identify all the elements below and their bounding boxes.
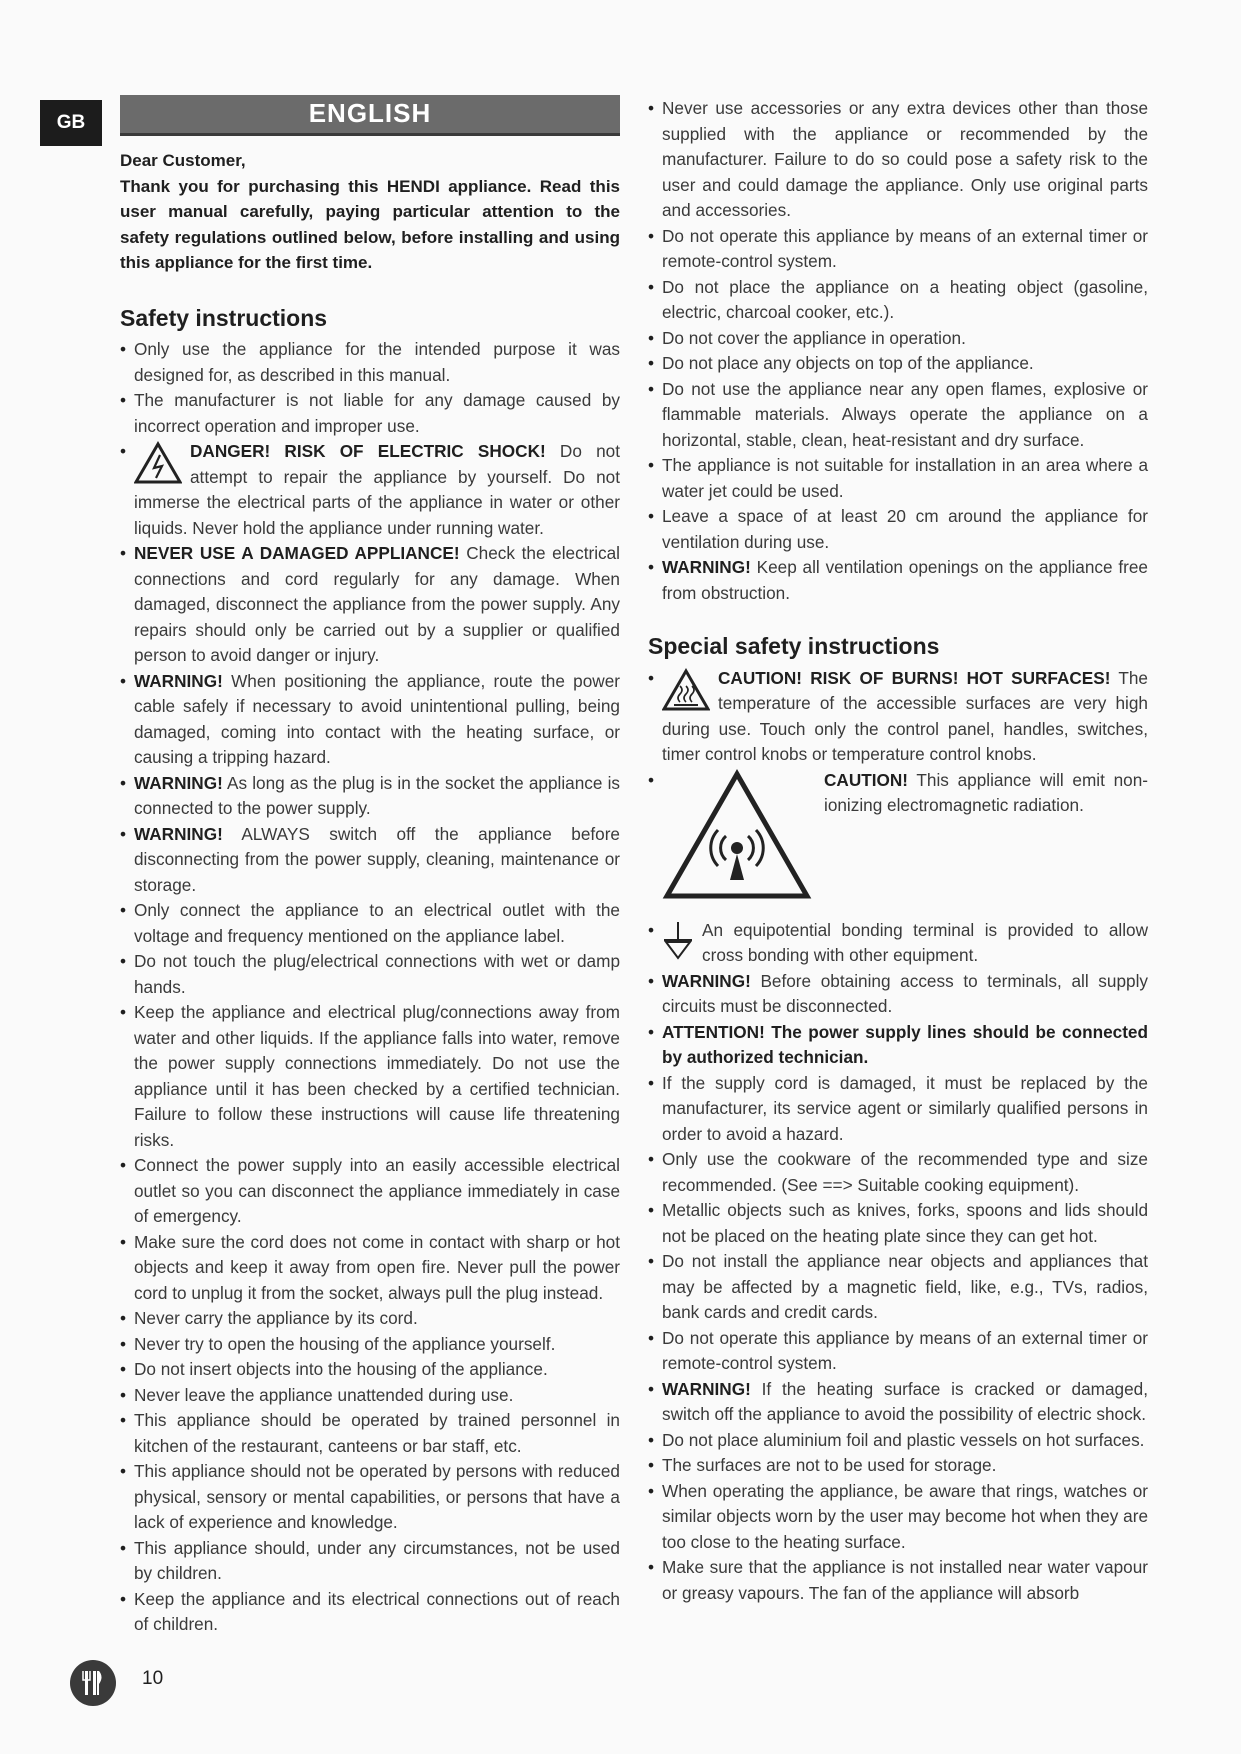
greeting: Dear Customer, (120, 151, 246, 170)
list-item: • ATTENTION! The power supply lines should be connected by authorized technician. (648, 1020, 1148, 1071)
intro (120, 148, 620, 276)
list-item: • Do not operate this appliance by means of an external timer or remote-control system. (648, 1326, 1148, 1377)
list-item: • WARNING! ALWAYS switch off the appliance before disconnecting from the power supply, cleaning, maintenance or storage. (120, 822, 620, 899)
special-list (648, 666, 1148, 1607)
list-item: • Only use the cookware of the recommended type and size recommended. (See ==> Suitable cooking equipment). (648, 1147, 1148, 1198)
electric-shock-warning-icon (134, 441, 182, 485)
list-item: • If the supply cord is damaged, it must be replaced by the manufacturer, its service agent or similarly qualified persons in order to avoid a hazard. (648, 1071, 1148, 1148)
list-item: • Do not use the appliance near any open flames, explosive or flammable materials. Always operate the appliance on a horizontal, stable, clean, heat-resistant and dry surface. (648, 377, 1148, 454)
list-item: • Make sure the cord does not come in contact with sharp or hot objects and keep it away from open fire. Never pull the power cord to unplug it from the socket, always pull the plug instead. (120, 1230, 620, 1307)
list-item: • Never try to open the housing of the appliance yourself. (120, 1332, 620, 1358)
list-item: • DANGER! RISK OF ELECTRIC SHOCK! Do not attempt to repair the appliance by yourself. Do not immerse the electrical parts of the appliance in water or other liquids. Never hold the appliance under running water. (120, 439, 620, 541)
language-tab: GB (40, 100, 102, 146)
list-item: • WARNING! If the heating surface is cracked or damaged, switch off the appliance to avoid the possibility of electric shock. (648, 1377, 1148, 1428)
list-item: • Do not place the appliance on a heating object (gasoline, electric, charcoal cooker, etc.). (648, 275, 1148, 326)
list-item: • This appliance should be operated by trained personnel in kitchen of the restaurant, canteens or bar staff, etc. (120, 1408, 620, 1459)
intro-text: Thank you for purchasing this HENDI appliance. Read this user manual carefully, paying particular attention to the safety regulations outlined below, before installing and using this appliance for the first time. (120, 176, 620, 272)
list-item: • CAUTION! This appliance will emit non-ionizing electromagnetic radiation. (648, 768, 1148, 918)
list-item: • WARNING! As long as the plug is in the socket the appliance is connected to the power supply. (120, 771, 620, 822)
list-item: • Do not cover the appliance in operation. (648, 326, 1148, 352)
list-item: • Do not install the appliance near objects and appliances that may be affected by a magnetic field, like, e.g., TVs, radios, bank cards and credit cards. (648, 1249, 1148, 1326)
special-heading: Special safety instructions (648, 633, 940, 659)
list-item: • The appliance is not suitable for installation in an area where a water jet could be used. (648, 453, 1148, 504)
list-item: • Do not operate this appliance by means of an external timer or remote-control system. (648, 224, 1148, 275)
list-item: • Never carry the appliance by its cord. (120, 1306, 620, 1332)
language-banner: ENGLISH (120, 95, 620, 136)
list-item: • WARNING! Keep all ventilation openings on the appliance free from obstruction. (648, 555, 1148, 606)
list-item: • Leave a space of at least 20 cm around the appliance for ventilation during use. (648, 504, 1148, 555)
hot-surface-warning-icon (662, 668, 710, 712)
right-column (648, 96, 1148, 1606)
list-item: • Do not place any objects on top of the appliance. (648, 351, 1148, 377)
list-item: • Only connect the appliance to an electrical outlet with the voltage and frequency mentioned on the appliance label. (120, 898, 620, 949)
list-item: • Metallic objects such as knives, forks, spoons and lids should not be placed on the heating plate since they can get hot. (648, 1198, 1148, 1249)
list-item: • WARNING! Before obtaining access to terminals, all supply circuits must be disconnected. (648, 969, 1148, 1020)
list-item: • WARNING! When positioning the appliance, route the power cable safely if necessary to avoid unintentional pulling, being damaged, coming into contact with the heating surface, or causing a tripping hazard. (120, 669, 620, 771)
list-item: • Make sure that the appliance is not installed near water vapour or greasy vapours. The fan of the appliance will absorb (648, 1555, 1148, 1606)
list-item: • CAUTION! RISK OF BURNS! HOT SURFACES! The temperature of the accessible surfaces are very high during use. Touch only the control panel, handles, switches, timer control knobs or temperature control knobs. (648, 666, 1148, 768)
page-number: 10 (142, 1668, 164, 1689)
list-item: • An equipotential bonding terminal is provided to allow cross bonding with other equipment. (648, 918, 1148, 969)
list-item: • Never use accessories or any extra devices other than those supplied with the appliance or recommended by the manufacturer. Failure to do so could pose a safety risk to the user and could damage the appliance. Only use original parts and accessories. (648, 96, 1148, 224)
list-item: • The surfaces are not to be used for storage. (648, 1453, 1148, 1479)
cutlery-icon (78, 1668, 108, 1698)
safety-list-continued (648, 96, 1148, 606)
list-item: • Do not insert objects into the housing of the appliance. (120, 1357, 620, 1383)
radiation-warning-icon (662, 768, 812, 902)
list-item: • The manufacturer is not liable for any damage caused by incorrect operation and improper use. (120, 388, 620, 439)
cutlery-logo-icon (70, 1660, 116, 1706)
list-item: • Do not place aluminium foil and plastic vessels on hot surfaces. (648, 1428, 1148, 1454)
safety-heading: Safety instructions (120, 304, 328, 331)
list-item: • NEVER USE A DAMAGED APPLIANCE! Check the electrical connections and cord regularly for any damage. When damaged, disconnect the appliance from the power supply. Any repairs should only be carried out by a supplier or qualified person to avoid danger or injury. (120, 541, 620, 669)
list-item: • Keep the appliance and its electrical connections out of reach of children. (120, 1587, 620, 1638)
list-item: • Never leave the appliance unattended during use. (120, 1383, 620, 1409)
list-item: • Keep the appliance and electrical plug/connections away from water and other liquids. If the appliance falls into water, remove the power supply connections immediately. Do not use the appliance until it has been checked by a certified technician. Failure to follow these instructions will cause life threatening risks. (120, 1000, 620, 1153)
list-item: • When operating the appliance, be aware that rings, watches or similar objects worn by the user may become hot when they are too close to the heating surface. (648, 1479, 1148, 1556)
left-column (120, 95, 620, 1638)
safety-list (120, 337, 620, 1638)
list-item: • Connect the power supply into an easily accessible electrical outlet so you can disconnect the appliance immediately in case of emergency. (120, 1153, 620, 1230)
list-item: • Only use the appliance for the intended purpose it was designed for, as described in this manual. (120, 337, 620, 388)
list-item: • This appliance should, under any circumstances, not be used by children. (120, 1536, 620, 1587)
list-item: • This appliance should not be operated by persons with reduced physical, sensory or mental capabilities, or persons that have a lack of experience and knowledge. (120, 1459, 620, 1536)
equipotential-bonding-icon (662, 920, 694, 960)
list-item: • Do not touch the plug/electrical connections with wet or damp hands. (120, 949, 620, 1000)
